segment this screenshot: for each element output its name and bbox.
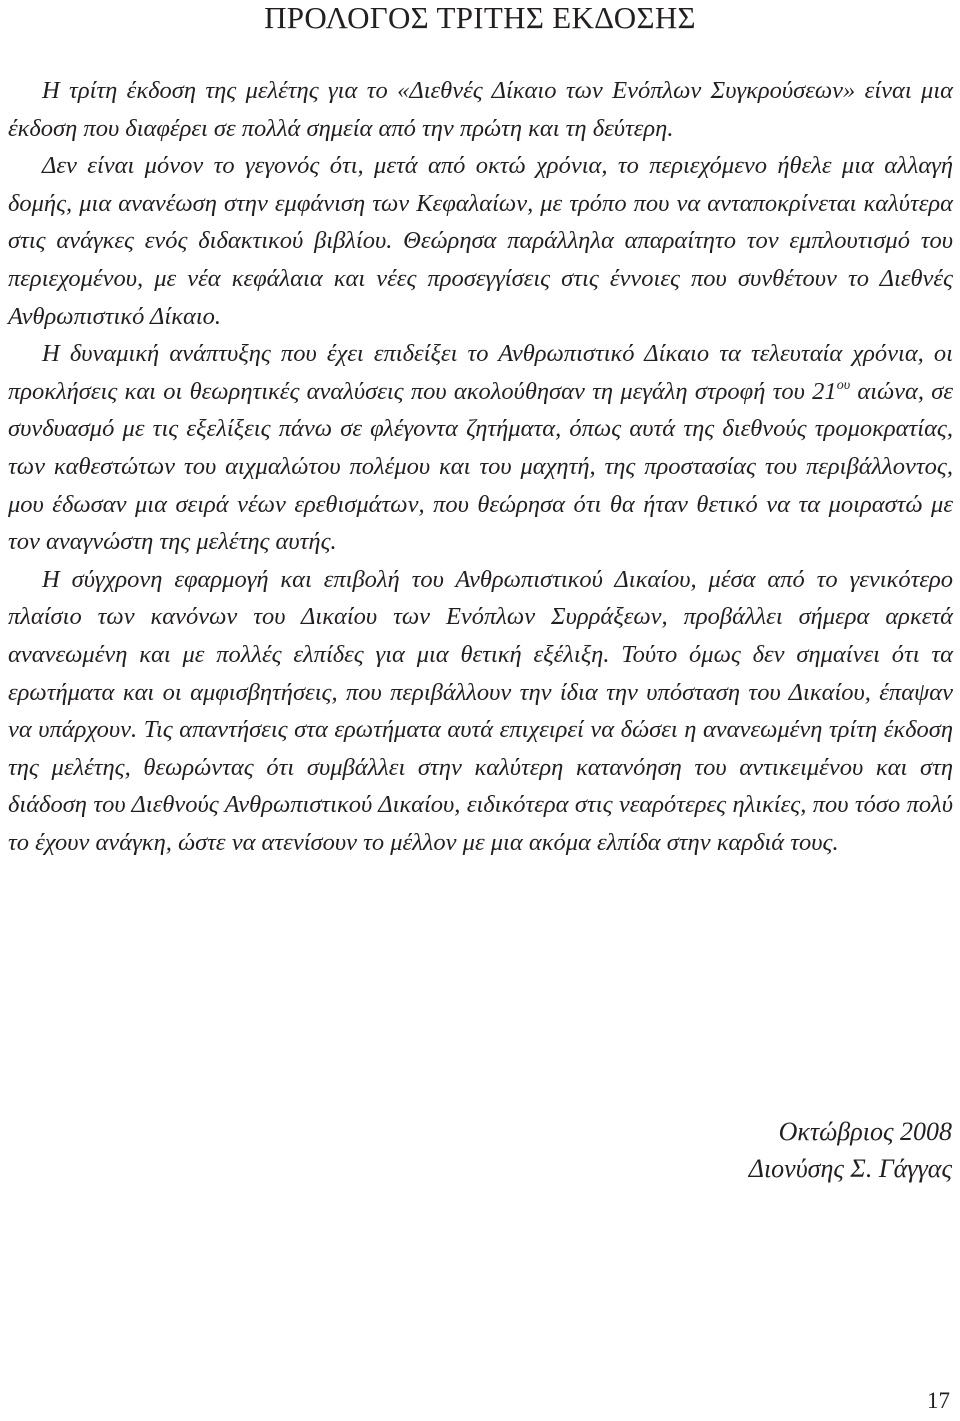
signature-author: Διονύσης Σ. Γάγγας — [748, 1154, 952, 1183]
preface-body — [8, 72, 953, 861]
century-ordinal-superscript: ου — [836, 377, 851, 393]
paragraph-3 — [8, 335, 953, 561]
paragraph-3-part-1: Η δυναμική ανάπτυξης που έχει επιδείξει το Ανθρωπιστικό Δίκαιο τα τελευταία χρόνια, οι προκλήσεις και οι θεωρητικές αναλύσεις που ακολούθησαν τη μεγάλη στροφή του 21 — [8, 340, 953, 405]
paragraph-2: Δεν είναι μόνον το γεγονός ότι, μετά από οκτώ χρόνια, το περιεχόμενο ήθελε μια αλλαγή δομής, μια ανανέωση στην εμφάνιση των Κεφαλαίων, με τρόπο που να ανταποκρίνεται καλύτερα στις ανάγκες ενός διδακτικού βιβλίου. Θεώρησα παράλληλα απαραίτητο τον εμπλουτισμό του περιεχομένου, με νέα κεφάλαια και νέες προσεγγίσεις στις έννοιες που συνθέτουν το Διεθνές Ανθρωπιστικό Δίκαιο. — [8, 152, 953, 330]
page-title: ΠΡΟΛΟΓΟΣ ΤΡΙΤΗΣ ΕΚΔΟΣΗΣ — [264, 0, 696, 35]
paragraph-4: Η σύγχρονη εφαρμογή και επιβολή του Ανθρωπιστικού Δικαίου, μέσα από το γενικότερο πλαίσιο των κανόνων του Δικαίου των Ενόπλων Συρράξεων, προβάλλει σήμερα αρκετά ανανεωμένη και με πολλές ελπίδες για μια θετική εξέλιξη. Τούτο όμως δεν σημαίνει ότι τα ερωτήματα και οι αμφισβητήσεις, που περιβάλλουν την ίδια την υπόσταση του Δικαίου, έπαψαν να υπάρχουν. Τις απαντήσεις στα ερωτήματα αυτά επιχειρεί να δώσει η ανανεωμένη τρίτη έκδοση της μελέτης, θεωρώντας ότι συμβάλλει στην καλύτερη κατανόηση του αντικειμένου και στη διάδοση του Διεθνούς Ανθρωπιστικού Δικαίου, ειδικότερα στις νεαρότερες ηλικίες, που τόσο πολύ το έχουν ανάγκη, ώστε να ατενίσουν το μέλλον με μια ακόμα ελπίδα στην καρδιά τους. — [8, 565, 953, 856]
page-number: 17 — [927, 1388, 950, 1413]
signature-date: Οκτώβριος 2008 — [778, 1117, 952, 1146]
signature-block — [749, 1113, 952, 1187]
paragraph-3-part-2: αιώνα, σε συνδυασμό με τις εξελίξεις πάνω σε φλέγοντα ζητήματα, όπως αυτά της διεθνούς τρομοκρατίας, των καθεστώτων του αιχμαλώτου πολέμου και του μαχητή, της προστασίας του περιβάλλοντος, μου έδωσαν μια σειρά νέων ερεθισμάτων, που θεώρησα ότι θα ήταν θετικό να τα μοιραστώ με τον αναγνώστη της μελέτης αυτής. — [8, 377, 954, 556]
paragraph-1: Η τρίτη έκδοση της μελέτης για το «Διεθνές Δίκαιο των Ενόπλων Συγκρούσεων» είναι μια έκδοση που διαφέρει σε πολλά σημεία από την πρώτη και τη δεύτερη. — [8, 77, 953, 142]
